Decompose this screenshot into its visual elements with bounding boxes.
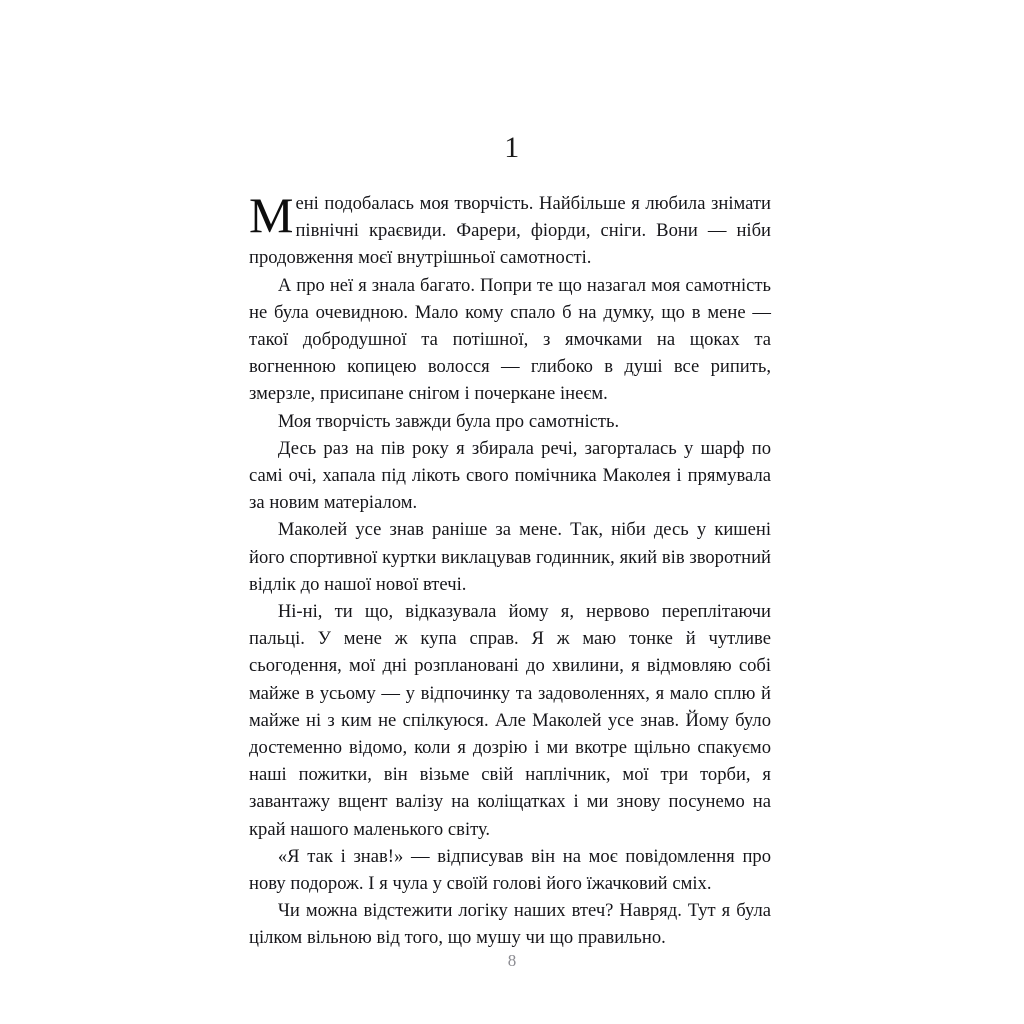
paragraph bbox=[249, 272, 771, 408]
paragraph-text: А про неї я знала багато. Попри те що назагал моя самотність не була очевидною. Мало кому спало б на думку, що в мене — такої добродушної та потішної, з ямочками на щоках та вогненною копицею волосся — глибоко в душі все рипить, змерзле, присипане снігом і почеркане інеєм. bbox=[249, 274, 771, 405]
paragraph-text: Маколей усе знав раніше за мене. Так, ніби десь у кишені його спортивної куртки виклацував годинник, який вів зворотний відлік до нашої нової втечі. bbox=[249, 519, 771, 595]
drop-cap: М bbox=[249, 187, 294, 243]
paragraph bbox=[249, 408, 771, 435]
paragraph bbox=[249, 516, 771, 598]
paragraph-text: Десь раз на пів року я збирала речі, загорталась у шарф по самі очі, хапала під лікоть свого помічника Маколея і прямувала за новим матеріалом. bbox=[249, 437, 771, 514]
paragraph-text: ені подобалась моя творчість. Найбільше я любила знімати північні краєвиди. Фарери, фіорди, сніги. Вони — ніби продовження моєї внутрішньої самотності. bbox=[249, 193, 771, 269]
paragraph-text: Чи можна відстежити логіку наших втеч? Навряд. Тут я була цілком вільною від того, що мушу чи що правильно. bbox=[249, 900, 771, 949]
paragraph bbox=[249, 897, 771, 951]
paragraph-text: «Я так і знав!» — відписував він на моє повідомлення про нову подорож. І я чула у своїй голові його їжачковий сміх. bbox=[249, 845, 771, 895]
body-text bbox=[249, 187, 771, 952]
chapter-number: 1 bbox=[504, 131, 520, 164]
page-number: 8 bbox=[507, 951, 517, 970]
paragraph bbox=[249, 435, 771, 517]
paragraph-text: Моя творчість завжди була про самотність. bbox=[277, 410, 620, 432]
paragraph bbox=[249, 843, 771, 897]
paragraph-text: Ні-ні, ти що, відказувала йому я, нервово переплітаючи пальці. У мене ж купа справ. Я ж маю тонке й чутливе сьогодення, мої дні розплановані до хвилини, я відмовляю собі майже в усьому — у відпочинку та задоволеннях, я мало сплю й майже ні з ким не спілкуюся. Але Маколей усе знав. Йому було достеменно відомо, коли я дозрію і ми вкотре щільно спакуємо наші пожитки, він візьме свій наплічник, мої три торби, я завантажу вщент валізу на коліщатках і ми знову посунемо на край нашого маленького світу. bbox=[249, 601, 771, 840]
paragraph bbox=[249, 598, 771, 843]
paragraph bbox=[249, 187, 771, 272]
